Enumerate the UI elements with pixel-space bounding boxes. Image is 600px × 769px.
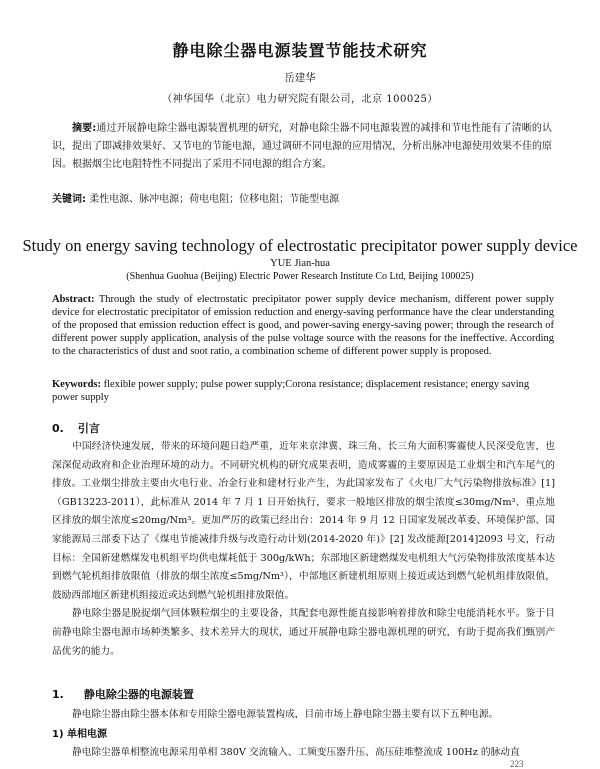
section-0-paragraph-1: 中国经济快速发展，带来的环境问题日趋严重，近年来京津冀、珠三角、长三角大面积雾霾使人民深受危害，也深深促动政府和企业治理环境的动力。不同研究机构的研究成果表明，造成雾霾的主要原因是工业烟尘和汽车尾气的排放。工业烟尘排放主要由火电行业、冶金行业和建材行业产生，为此国家发布了《火电厂大气污染物排放标准》[1]（GB13223-2011），此标准从 2014 年 7 月 1 日开始执行，要求一般地区排放的烟尘浓度≤30mg/Nm³、重点地区排放的烟尘浓度≤20mg/Nm³。更加严厉的政策已经出台：2014 年 9 月 12 日国家发展改革委、环境保护部、国家能源局三部委下达了《煤电节能减排升级与改造行动计划(2014-2020 年)》[2] 发改能源[2014]2093 号文，行动目标：全国新建燃煤发电机组平均供电煤耗低于 300g/kWh；东部地区新建燃煤发电机组大气污染物排放浓度基本达到燃气轮机组排放限值（排放的烟尘浓度≤5mg/Nm³），中部地区新建机组原则上接近或达到燃气轮机组排放限值，鼓励西部地区新建机组接近或达到燃气轮机组排放限值。: [52, 441, 555, 601]
chinese-title: 静电除尘器电源装置节能技术研究: [172, 41, 428, 60]
english-abstract: [52, 293, 554, 358]
section-1-heading: [52, 686, 194, 702]
english-keywords: [52, 378, 554, 404]
chinese-author: 岳建华: [284, 72, 316, 84]
english-abstract-label: Abstract:: [52, 294, 95, 305]
chinese-keywords: [52, 192, 552, 208]
english-keywords-label: Keywords:: [52, 379, 101, 390]
english-abstract-text: Through the study of electrostatic precipitator power supply device mechanism, different power supply device for electrostatic precipitator of emission reduction and energy-saving performance have the clear understanding of the proposed that emission reduction effect is good, and power-saving energy-saving power; through the research of different power supply application, analysis of the pulse voltage source with the reasons for the ineffective. According to the characteristics of dust and soot ratio, a combination scheme of different power supply is proposed.: [52, 294, 555, 357]
chinese-abstract-text: 通过开展静电除尘器电源装置机理的研究，对静电除尘器不同电源装置的减排和节电性能有了清晰的认识，提出了即减排效果好、又节电的节能电源，通过调研不同电源的应用情况，分析出脉冲电源使用效果不佳的原因。根据烟尘比电阻特性不同提出了采用不同电源的组合方案。: [52, 123, 553, 170]
section-1-intro: 静电除尘器由除尘器本体和专用除尘器电源装置构成，目前市场上静电除尘器主要有以下五种电源。: [72, 709, 499, 720]
chinese-abstract: [52, 120, 552, 174]
english-title: Study on energy saving technology of electrostatic precipitator power supply device: [22, 236, 578, 255]
english-affiliation: (Shenhua Guohua (Beijing) Electric Power Research Institute Co Ltd, Beijing 100025): [126, 271, 474, 282]
section-0-heading: [52, 420, 100, 436]
section-0-body: [52, 438, 555, 661]
subsection-1-heading: 1) 单相电源: [52, 729, 108, 740]
chinese-affiliation: （神华国华（北京）电力研究院有限公司，北京 100025）: [162, 94, 438, 105]
chinese-keywords-label: 关键词:: [52, 194, 86, 205]
chinese-abstract-label: 摘要:: [72, 123, 97, 134]
section-0-number: 0.: [52, 422, 64, 435]
english-keywords-text: flexible power supply; pulse power supply;Corona resistance; displacement resistance; energy saving power supply: [52, 379, 530, 403]
subsection-1-text: 静电除尘器单相整流电源采用单相 380V 交流输入、工频变压器升压、高压硅堆整流成 100Hz 的脉动直: [72, 747, 520, 758]
section-0-paragraph-2: 静电除尘器是脱捉烟气回体颗粒烟尘的主要设备，其配套电源性能直接影响着排放和除尘电能消耗水平。鉴于目前静电除尘器电源市场种类繁多、技术差异大的现状，通过开展静电除尘器电源机理的研究，有助于提高我们甄别产品优劣的能力。: [52, 608, 555, 657]
section-1-number: 1.: [52, 688, 64, 701]
section-1-title: 静电除尘器的电源装置: [83, 688, 194, 701]
page-number: 223: [510, 759, 524, 769]
english-author: YUE Jian-hua: [270, 258, 330, 269]
chinese-keywords-text: 柔性电源、脉冲电源；荷电电阻；位移电阻；节能型电源: [89, 194, 340, 205]
section-0-title: 引言: [77, 422, 100, 435]
